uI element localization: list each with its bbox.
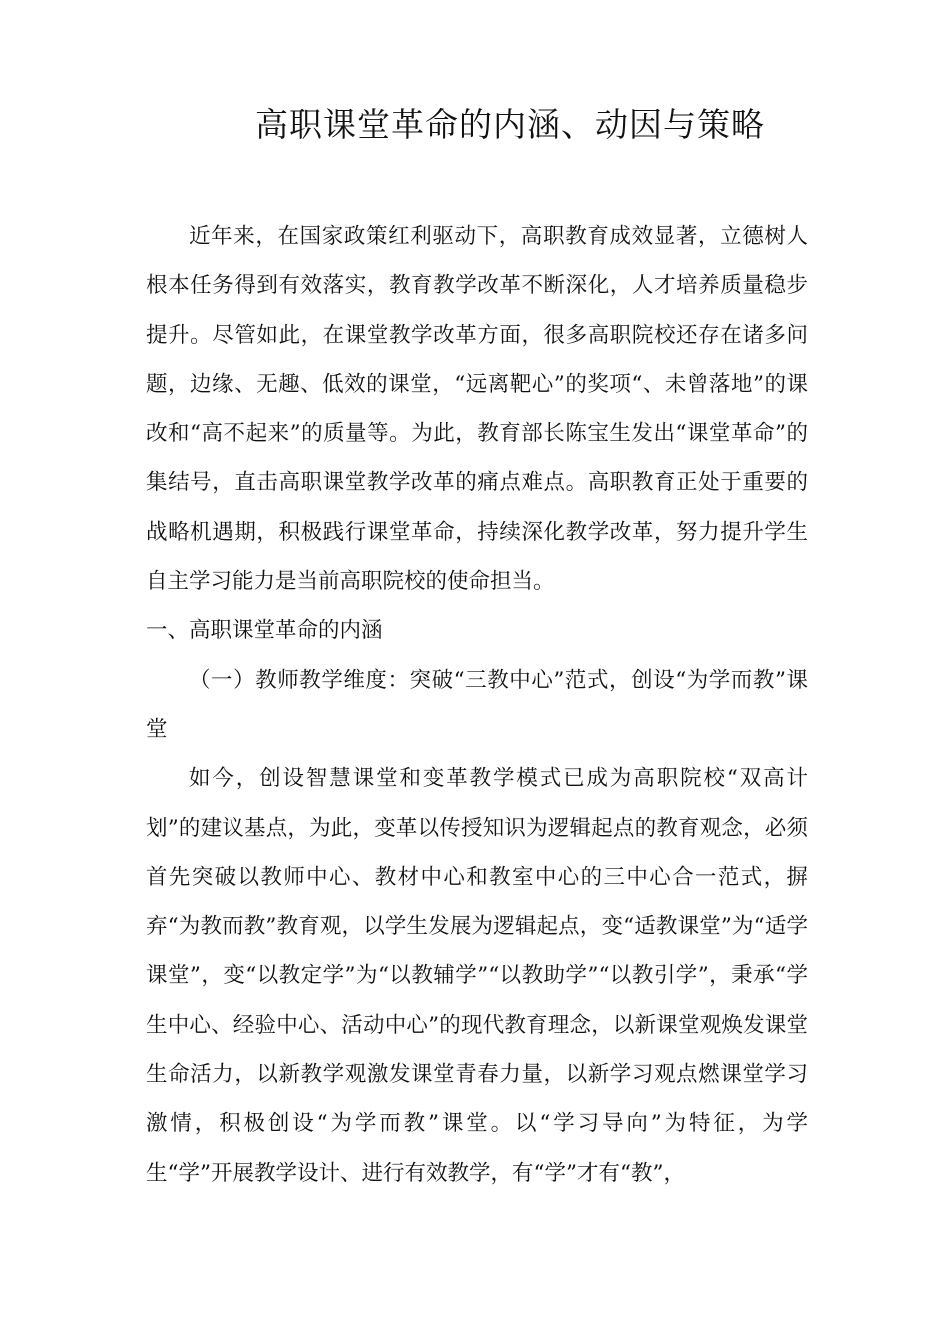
subsection-heading-1: （一）教师教学维度：突破“三教中心”范式，创设“为学而教”课堂 xyxy=(146,667,808,742)
document-title: 高职课堂革命的内涵、动因与策略 xyxy=(255,105,765,144)
paragraph-intro: 近年来，在国家政策红利驱动下，高职教育成效显著，立德树人根本任务得到有效落实，教育教学改革不断深化，人才培养质量稳步提升。尽管如此，在课堂教学改革方面，很多高职院校还存在诸多问题，边缘、无趣、低效的课堂，“远离靶心”的奖项“、未曾落地”的课改和“高不起来”的质量等。为此，教育部长陈宝生发出“课堂革命”的集结号，直击高职课堂教学改革的痛点难点。高职教育正处于重要的战略机遇期，积极践行课堂革命，持续深化教学改革，努力提升学生自主学习能力是当前高职院校的使命担当。 xyxy=(146,224,808,595)
document-body xyxy=(146,212,808,1198)
paragraph-body-1: 如今，创设智慧课堂和变革教学模式已成为高职院校“双高计划”的建议基点，为此，变革以传授知识为逻辑起点的教育观念，必须首先突破以教师中心、教材中心和教室中心的三中心合一范式，摒弃“为教而教”教育观，以学生发展为逻辑起点，变“适教课堂”为“适学课堂”，变“以教定学”为“以教辅学”“以教助学”“以教引学”，秉承“学生中心、经验中心、活动中心”的现代教育理念，以新课堂观焕发课堂生命活力，以新教学观激发课堂青春力量，以新学习观点燃课堂学习激情，积极创设“为学而教”课堂。以“学习导向”为特征，为学生“学”开展教学设计、进行有效教学，有“学”才有“教”， xyxy=(146,766,808,1186)
section-heading-1: 一、高职课堂革命的内涵 xyxy=(146,618,383,644)
